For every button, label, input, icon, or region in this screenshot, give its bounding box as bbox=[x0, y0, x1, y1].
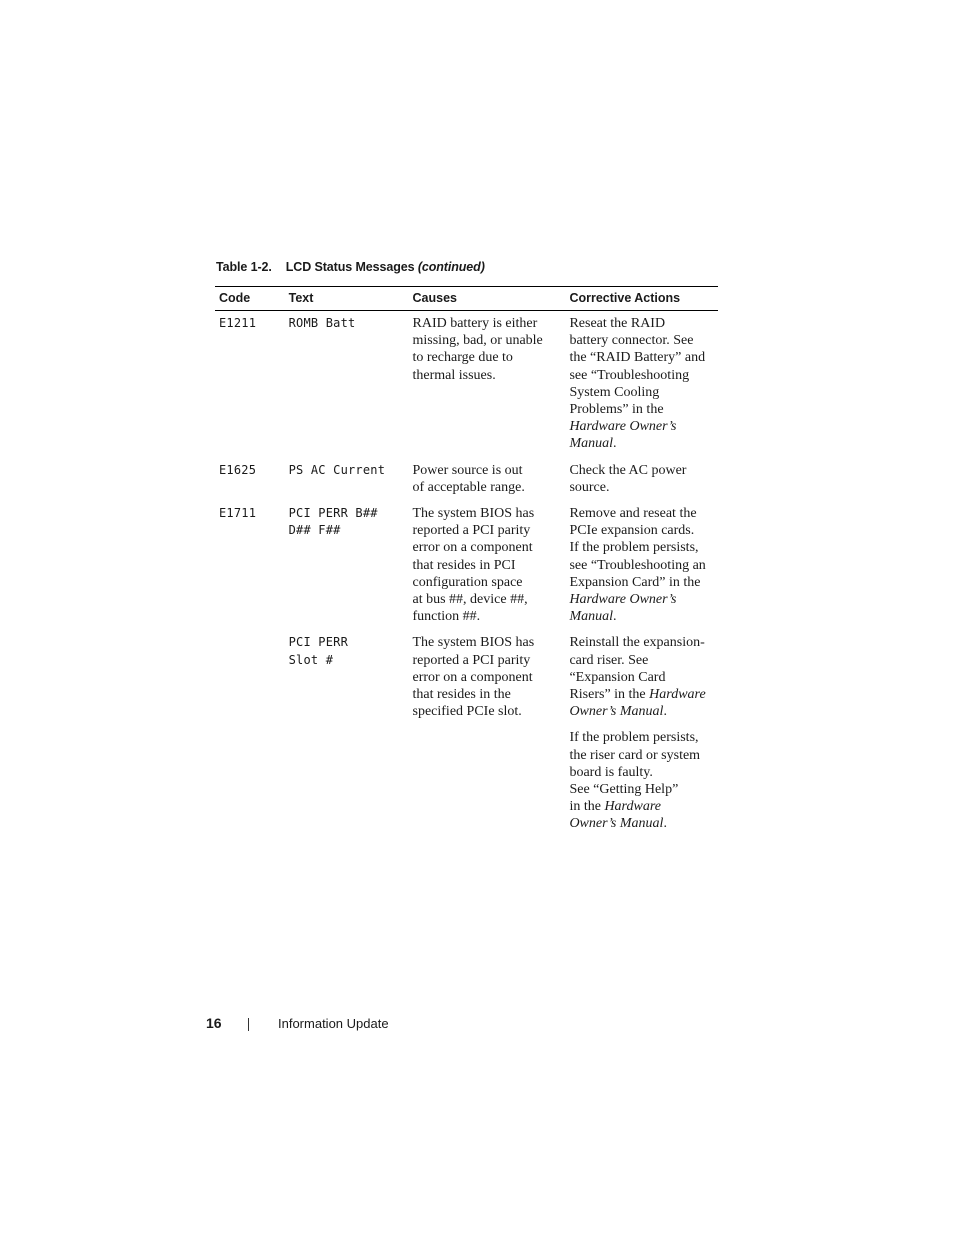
table-row bbox=[215, 630, 718, 725]
header-text: Text bbox=[285, 287, 409, 311]
cell-code bbox=[215, 630, 285, 725]
table-row bbox=[215, 458, 718, 501]
footer-section-title: Information Update bbox=[278, 1016, 389, 1031]
table-row bbox=[215, 501, 718, 630]
table-title: LCD Status Messages bbox=[285, 260, 415, 274]
footer-separator bbox=[248, 1018, 249, 1031]
cell-actions: Reseat the RAID battery connector. See the “RAID Battery” and see “Troubleshooting System Cooling Problems” in the Hardware Owner’s Manual. bbox=[569, 316, 706, 452]
cell-code: E1625 bbox=[219, 462, 257, 477]
cell-causes: The system BIOS has reported a PCI parity error on a component that resides in PCI configuration space at bus ##, device ##, function ##. bbox=[412, 506, 535, 625]
cell-text bbox=[285, 725, 409, 837]
table-label: Table 1-2. bbox=[216, 260, 272, 274]
lcd-status-messages-table bbox=[215, 286, 718, 838]
cell-causes: RAID battery is either missing, bad, or unable to recharge due to thermal issues. bbox=[412, 316, 543, 383]
cell-text: PCI PERR B## D## F## bbox=[288, 506, 378, 538]
page-number: 16 bbox=[206, 1015, 222, 1031]
cell-text: PS AC Current bbox=[288, 462, 386, 477]
cell-text: PCI PERR Slot # bbox=[288, 635, 349, 667]
cell-causes: The system BIOS has reported a PCI parity error on a component that resides in the specified PCIe slot. bbox=[412, 635, 535, 720]
header-code: Code bbox=[215, 287, 285, 311]
table-row bbox=[215, 725, 718, 837]
cell-actions: Reinstall the expansion- card riser. See “Expansion Card Risers” in the Hardware Owner’s Manual. bbox=[569, 635, 706, 720]
cell-code: E1211 bbox=[219, 316, 257, 330]
cell-causes bbox=[409, 725, 566, 837]
table-header-row bbox=[215, 287, 718, 311]
cell-code bbox=[215, 725, 285, 837]
header-causes: Causes bbox=[409, 287, 566, 311]
table-row bbox=[215, 311, 718, 458]
cell-actions: If the problem persists, the riser card or system board is faulty. See “Getting Help” in the Hardware Owner’s Manual. bbox=[569, 730, 701, 832]
header-corrective-actions: Corrective Actions bbox=[565, 287, 718, 311]
cell-actions: Check the AC power source. bbox=[569, 462, 687, 495]
table-continued-note: (continued) bbox=[417, 260, 485, 274]
cell-actions: Remove and reseat the PCIe expansion cards. If the problem persists, see “Troubleshooting an Expansion Card” in the Hardware Owner’s Manual. bbox=[569, 506, 706, 625]
cell-code: E1711 bbox=[219, 506, 257, 521]
table-caption bbox=[216, 260, 485, 274]
cell-text: ROMB Batt bbox=[288, 316, 356, 330]
cell-causes: Power source is out of acceptable range. bbox=[412, 462, 525, 495]
